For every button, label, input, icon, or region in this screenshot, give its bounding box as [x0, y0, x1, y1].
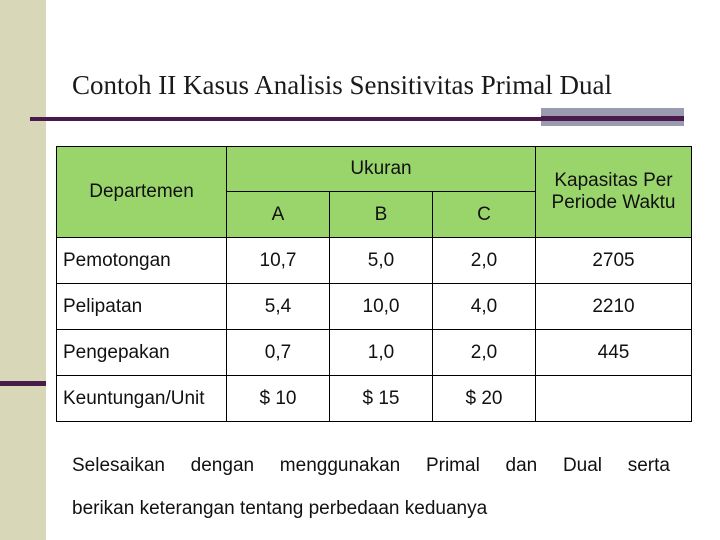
header-kapasitas: Kapasitas Per Periode Waktu: [536, 147, 692, 238]
cell-b: 1,0: [330, 330, 433, 376]
cell-a: 0,7: [227, 330, 330, 376]
cell-dept: Pemotongan: [57, 238, 227, 284]
title-rule-dark: [541, 116, 684, 121]
data-table: [56, 146, 692, 422]
header-a: A: [227, 192, 330, 238]
cell-b: 10,0: [330, 284, 433, 330]
instruction-word: dan: [505, 455, 538, 476]
cell-a: 5,4: [227, 284, 330, 330]
instruction-word: dengan: [190, 455, 255, 476]
table-row: [57, 238, 692, 284]
cell-b: $ 15: [330, 376, 433, 422]
instruction-text: [72, 455, 672, 520]
cell-c: $ 20: [433, 376, 536, 422]
cell-kapasitas: [536, 376, 692, 422]
cell-a: 10,7: [227, 238, 330, 284]
instruction-word: Selesaikan: [72, 455, 165, 476]
cell-dept: Pelipatan: [57, 284, 227, 330]
left-decor-accent: [0, 381, 46, 386]
instruction-word: menggunakan: [279, 455, 401, 476]
header-c: C: [433, 192, 536, 238]
instruction-word: Primal: [425, 455, 480, 476]
cell-b: 5,0: [330, 238, 433, 284]
instruction-line-2: berikan keterangan tentang perbedaan keduanya: [72, 498, 488, 519]
header-b: B: [330, 192, 433, 238]
instruction-line-1: [72, 455, 670, 477]
cell-c: 2,0: [433, 238, 536, 284]
cell-kapasitas: 2210: [536, 284, 692, 330]
cell-dept: Pengepakan: [57, 330, 227, 376]
cell-kapasitas: 445: [536, 330, 692, 376]
table-row: [57, 330, 692, 376]
cell-kapasitas: 2705: [536, 238, 692, 284]
cell-c: 2,0: [433, 330, 536, 376]
header-departemen: Departemen: [57, 147, 227, 238]
cell-a: $ 10: [227, 376, 330, 422]
instruction-word: serta: [627, 455, 670, 476]
table-row: [57, 376, 692, 422]
table-row: [57, 284, 692, 330]
cell-dept: Keuntungan/Unit: [57, 376, 227, 422]
header-ukuran: Ukuran: [227, 147, 536, 192]
instruction-word: Dual: [562, 455, 603, 476]
cell-c: 4,0: [433, 284, 536, 330]
left-decor-bar: [0, 0, 46, 540]
slide-title: Contoh II Kasus Analisis Sensitivitas Primal Dual: [72, 70, 612, 100]
